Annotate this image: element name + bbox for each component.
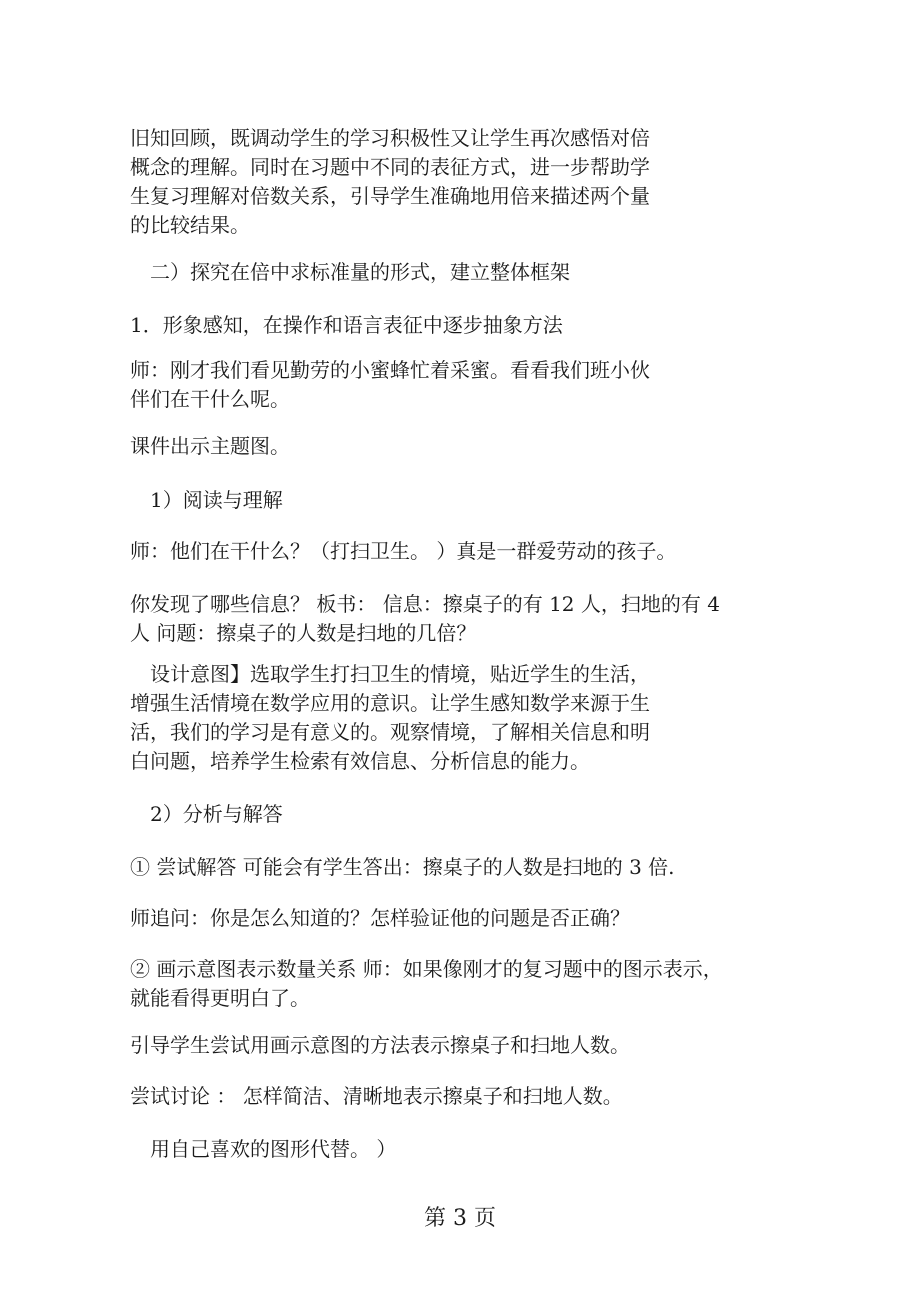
text-line: 生复习理解对倍数关系，引导学生准确地用倍来描述两个量 xyxy=(130,184,650,208)
text-line: 师：刚才我们看见勤劳的小蜜蜂忙着采蜜。看看我们班小伙 xyxy=(130,358,650,382)
paragraph-courseware: 课件出示主题图。 xyxy=(130,434,290,458)
text-line: 设计意图】选取学生打扫卫生的情境，贴近学生的生活， xyxy=(150,662,650,686)
paragraph-shapes: 用自己喜欢的图形代替。 ） xyxy=(150,1137,397,1161)
page-number: 第 3 页 xyxy=(424,1206,496,1231)
step-heading: 1．形象感知，在操作和语言表征中逐步抽象方法 xyxy=(130,313,563,337)
section-heading: 二）探究在倍中求标准量的形式，建立整体框架 xyxy=(150,260,570,284)
text-line: 活，我们的学习是有意义的。观察情境，了解相关信息和明 xyxy=(130,720,650,744)
text-line: 人 问题：擦桌子的人数是扫地的几倍？ xyxy=(130,621,477,645)
text-line: 增强生活情境在数学应用的意识。让学生感知数学来源于生 xyxy=(130,691,650,715)
text-line: 的比较结果。 xyxy=(130,213,250,237)
text-line: 白问题，培养学生检索有效信息、分析信息的能力。 xyxy=(130,749,590,773)
paragraph-guide: 引导学生尝试用画示意图的方法表示擦桌子和扫地人数。 xyxy=(130,1033,630,1057)
paragraph-teacher-question: 师：他们在干什么？（打扫卫生。 ）真是一群爱劳动的孩子。 xyxy=(130,539,677,563)
text-line: 旧知回顾，既调动学生的学习积极性又让学生再次感悟对倍 xyxy=(130,126,650,150)
text-line: ② 画示意图表示数量关系 师：如果像刚才的复习题中的图示表示， xyxy=(130,957,723,981)
subsection-heading-reading: 1）阅读与理解 xyxy=(150,488,283,512)
text-line: 你发现了哪些信息？ 板书： 信息：擦桌子的有 12 人，扫地的有 4 xyxy=(130,592,720,616)
paragraph-follow-up: 师追问：你是怎么知道的？怎样验证他的问题是否正确？ xyxy=(130,906,630,930)
text-line: 伴们在干什么呢。 xyxy=(130,387,290,411)
paragraph-try-answer: ① 尝试解答 可能会有学生答出：擦桌子的人数是扫地的 3 倍. xyxy=(130,855,675,879)
text-line: 就能看得更明白了。 xyxy=(130,986,310,1010)
paragraph-discuss: 尝试讨论 ： 怎样简洁、清晰地表示擦桌子和扫地人数。 xyxy=(130,1084,623,1108)
text-line: 概念的理解。同时在习题中不同的表征方式，进一步帮助学 xyxy=(130,155,650,179)
subsection-heading-analysis: 2）分析与解答 xyxy=(150,802,283,826)
